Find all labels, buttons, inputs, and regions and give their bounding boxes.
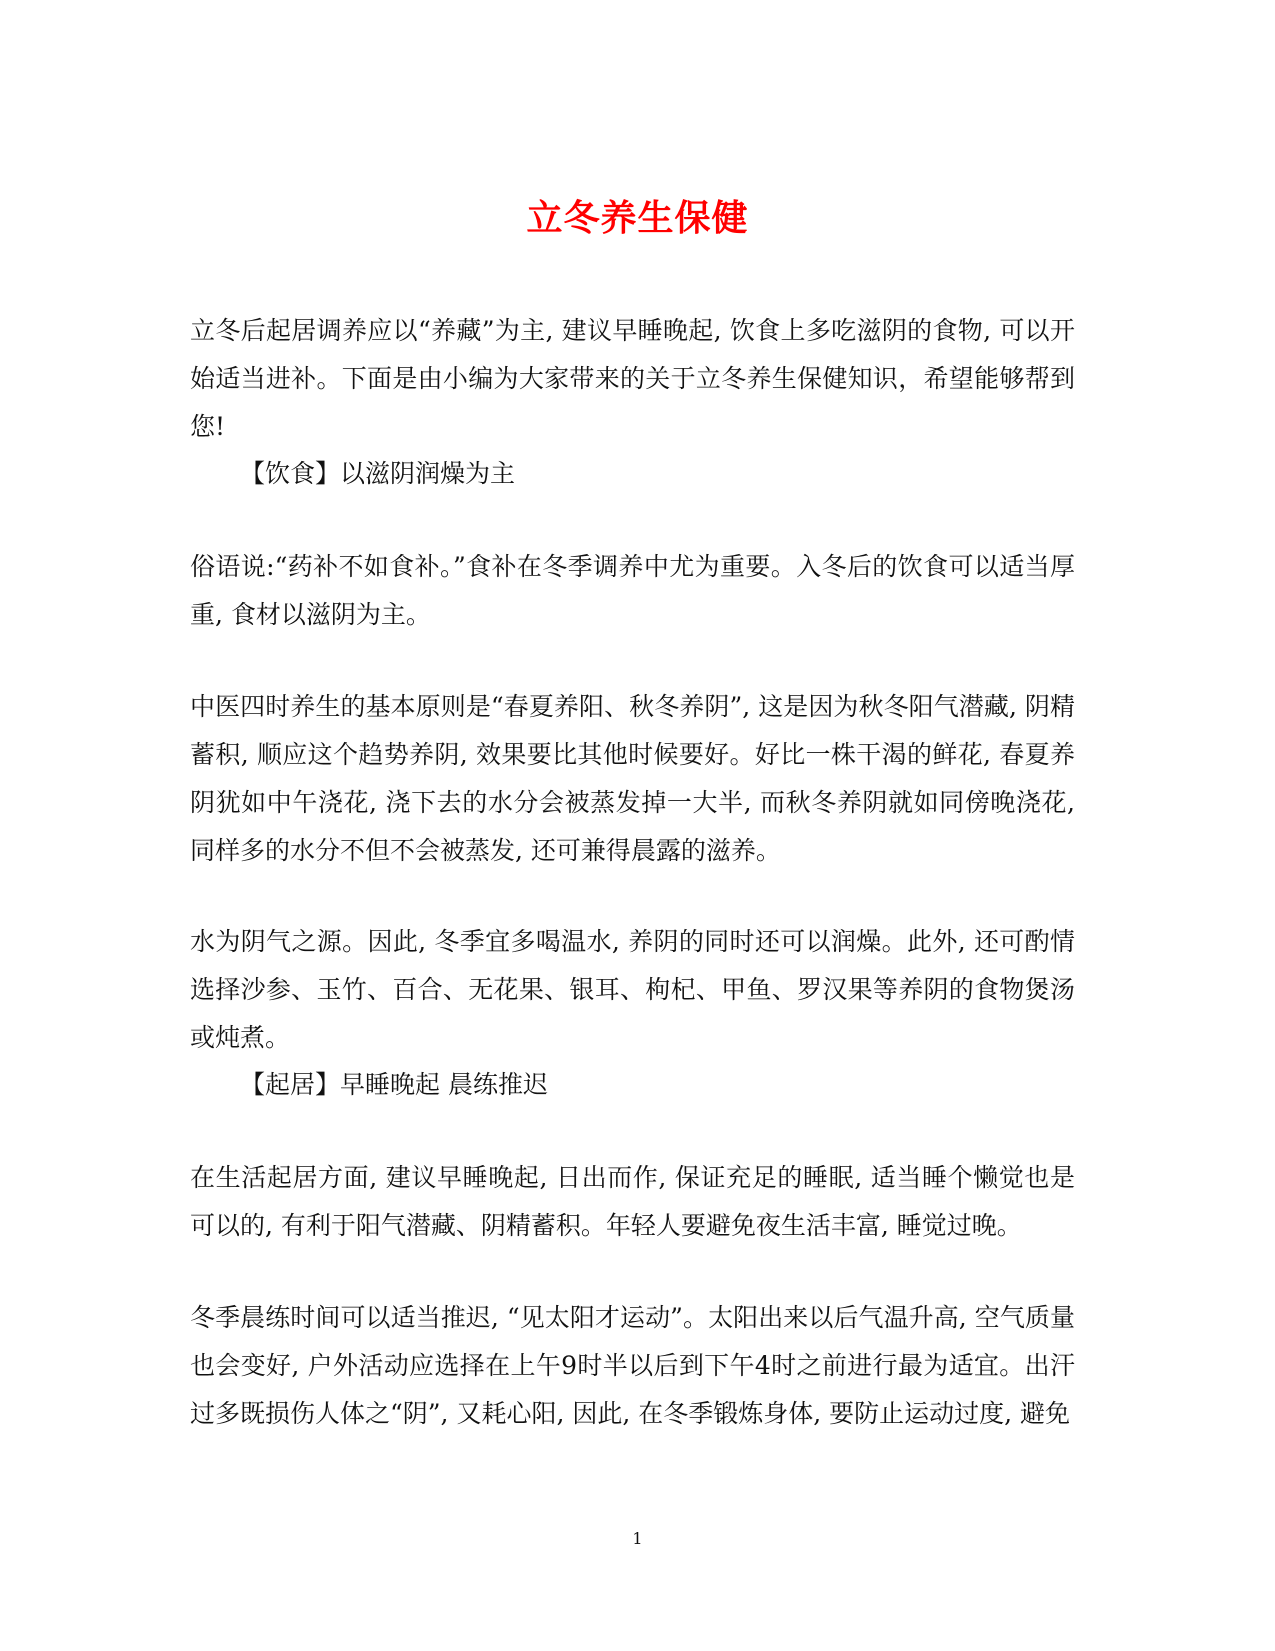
paragraph-sleep: 在生活起居方面, 建议早睡晚起, 日出而作, 保证充足的睡眠, 适当睡个懒觉也是可以的, 有利于阳气潜藏、阴精蓄积。年轻人要避免夜生活丰富, 睡觉过晚。 xyxy=(190,1163,1075,1240)
paragraph-water: 水为阴气之源。因此, 冬季宜多喝温水, 养阴的同时还可以润燥。此外, 还可酌情选择沙参、玉竹、百合、无花果、银耳、枸杞、甲鱼、罗汉果等养阴的食物煲汤或炖煮。 xyxy=(190,927,1075,1052)
page-number: 1 xyxy=(632,1529,643,1548)
paragraph-morning-exercise: 冬季晨练时间可以适当推迟, “见太阳才运动”。太阳出来以后气温升高, 空气质量也会变好, 户外活动应选择在上午9时半以后到下午4时之前进行最为适宜。出汗过多既损伤人体之“阴”, 又耗心阳, 因此, 在冬季锻炼身体, 要防止运动过度, 避免 xyxy=(190,1303,1075,1428)
section-heading-diet: 【饮食】以滋阴润燥为主 xyxy=(240,459,516,488)
paragraph-tcm-principle: 中医四时养生的基本原则是“春夏养阳、秋冬养阴”, 这是因为秋冬阳气潜藏, 阴精蓄积, 顺应这个趋势养阴, 效果要比其他时候要好。好比一株干渴的鲜花, 春夏养阴犹如中午浇花, 浇下去的水分会被蒸发掉一大半, 而秋冬养阴就如同傍晚浇花, 同样多的水分不但不会被蒸发, 还可兼得晨露的滋养。 xyxy=(190,692,1075,865)
intro-paragraph: 立冬后起居调养应以“养藏”为主, 建议早睡晚起, 饮食上多吃滋阴的食物, 可以开始适当进补。下面是由小编为大家带来的关于立冬养生保健知识，希望能够帮到您! xyxy=(190,316,1075,441)
paragraph-diet-proverb: 俗语说:“药补不如食补。”食补在冬季调养中尤为重要。入冬后的饮食可以适当厚重, 食材以滋阴为主。 xyxy=(190,552,1075,629)
section-heading-daily-life: 【起居】早睡晚起 晨练推迟 xyxy=(240,1070,548,1099)
document-title: 立冬养生保健 xyxy=(526,197,749,240)
